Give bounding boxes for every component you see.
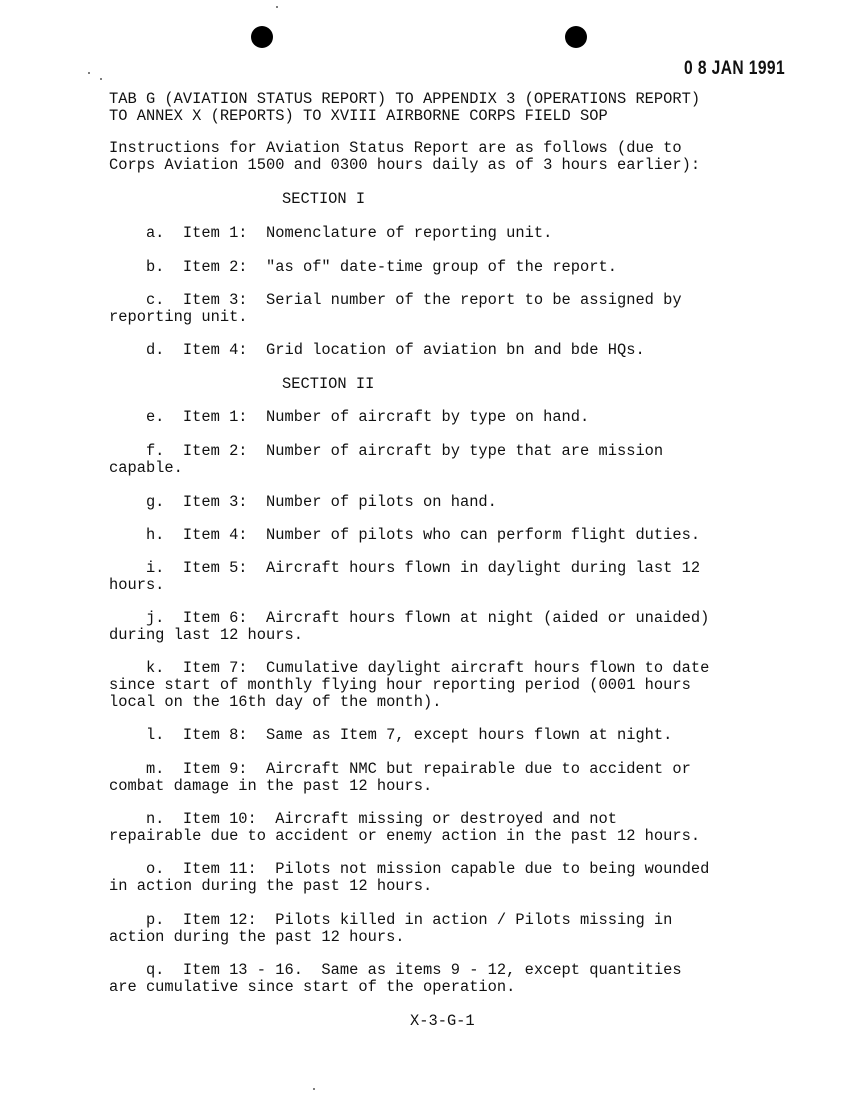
item-l: l. Item 8: Same as Item 7, except hours flown at night. xyxy=(109,726,673,744)
title-line-2: TO ANNEX X (REPORTS) TO XVIII AIRBORNE CORPS FIELD SOP xyxy=(109,107,608,125)
item-k-line-3: local on the 16th day of the month). xyxy=(109,693,442,711)
item-c-line-2: reporting unit. xyxy=(109,308,248,326)
intro-line-2: Corps Aviation 1500 and 0300 hours daily as of 3 hours earlier): xyxy=(109,156,701,174)
intro-line-1: Instructions for Aviation Status Report are as follows (due to xyxy=(109,139,682,157)
page-number: X-3-G-1 xyxy=(410,1012,475,1030)
title-line-1: TAB G (AVIATION STATUS REPORT) TO APPENDIX 3 (OPERATIONS REPORT) xyxy=(109,90,701,108)
item-o-line-1: o. Item 11: Pilots not mission capable due to being wounded xyxy=(109,860,710,878)
item-e: e. Item 1: Number of aircraft by type on hand. xyxy=(109,408,590,426)
scan-speck xyxy=(276,6,278,8)
item-p-line-2: action during the past 12 hours. xyxy=(109,928,405,946)
scan-speck xyxy=(100,78,102,80)
item-k-line-2: since start of monthly flying hour reporting period (0001 hours xyxy=(109,676,691,694)
item-b: b. Item 2: "as of" date-time group of the report. xyxy=(109,258,617,276)
item-c-line-1: c. Item 3: Serial number of the report to be assigned by xyxy=(109,291,682,309)
item-f-line-1: f. Item 2: Number of aircraft by type that are mission xyxy=(109,442,664,460)
item-q-line-2: are cumulative since start of the operation. xyxy=(109,978,516,996)
item-i-line-2: hours. xyxy=(109,576,165,594)
item-m-line-1: m. Item 9: Aircraft NMC but repairable due to accident or xyxy=(109,760,691,778)
item-n-line-1: n. Item 10: Aircraft missing or destroyed and not xyxy=(109,810,617,828)
punch-hole-right xyxy=(565,26,587,48)
item-o-line-2: in action during the past 12 hours. xyxy=(109,877,433,895)
item-m-line-2: combat damage in the past 12 hours. xyxy=(109,777,433,795)
scan-speck xyxy=(313,1088,315,1090)
section-heading-2: SECTION II xyxy=(282,375,375,393)
punch-hole-left xyxy=(251,26,273,48)
item-j-line-2: during last 12 hours. xyxy=(109,626,303,644)
item-k-line-1: k. Item 7: Cumulative daylight aircraft hours flown to date xyxy=(109,659,710,677)
item-f-line-2: capable. xyxy=(109,459,183,477)
item-q-line-1: q. Item 13 - 16. Same as items 9 - 12, except quantities xyxy=(109,961,682,979)
item-a: a. Item 1: Nomenclature of reporting unit. xyxy=(109,224,553,242)
item-h: h. Item 4: Number of pilots who can perform flight duties. xyxy=(109,526,701,544)
scan-speck xyxy=(88,72,90,74)
item-g: g. Item 3: Number of pilots on hand. xyxy=(109,493,497,511)
section-heading-1: SECTION I xyxy=(282,190,366,208)
item-i-line-1: i. Item 5: Aircraft hours flown in daylight during last 12 xyxy=(109,559,701,577)
item-p-line-1: p. Item 12: Pilots killed in action / Pilots missing in xyxy=(109,911,673,929)
date-stamp: 0 8 JAN 1991 xyxy=(684,58,786,79)
item-j-line-1: j. Item 6: Aircraft hours flown at night (aided or unaided) xyxy=(109,609,710,627)
item-n-line-2: repairable due to accident or enemy action in the past 12 hours. xyxy=(109,827,701,845)
item-d: d. Item 4: Grid location of aviation bn and bde HQs. xyxy=(109,341,645,359)
